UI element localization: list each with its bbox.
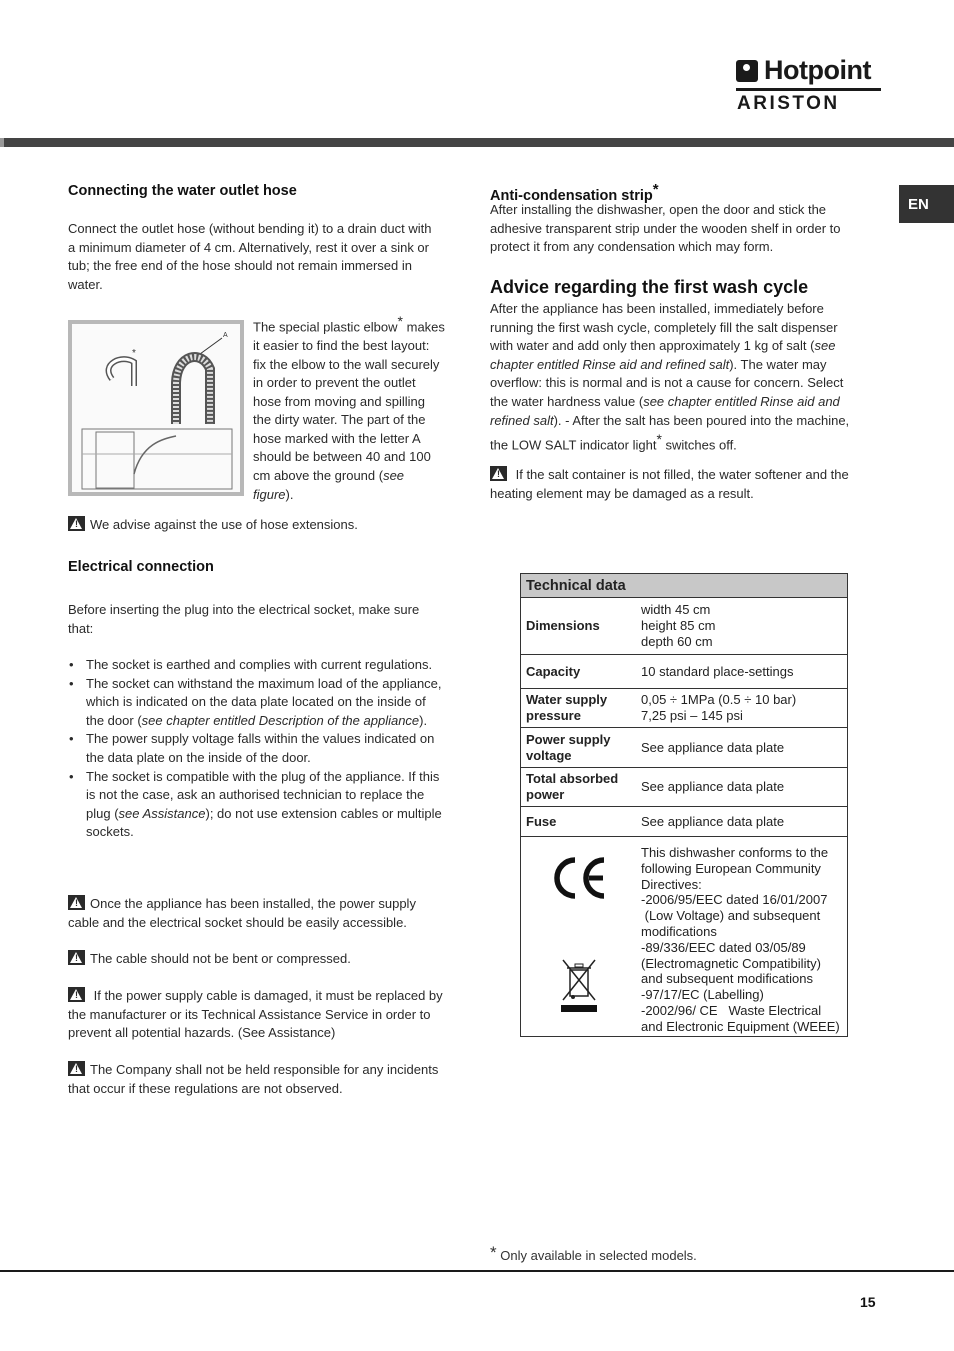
header-bar <box>4 138 954 147</box>
warning-icon <box>68 1061 85 1076</box>
table-row <box>521 768 848 807</box>
directive-line: -2002/96/ CE Waste Electrical and Electronic Equipment (WEEE) <box>641 1002 840 1034</box>
row-value-line: 7,25 psi – 145 psi <box>641 708 743 723</box>
warning-text: Once the appliance has been installed, the power supply cable and the electrical socket should be easily accessible. <box>68 896 416 930</box>
advice-heading: Advice regarding the first wash cycle <box>490 277 809 297</box>
electrical-intro: Before inserting the plug into the electrical socket, make sure that: <box>68 602 420 636</box>
hose-diagram-icon <box>72 324 240 492</box>
advice-text-2: ). The water may overflow: this is normal and is not a cause for concern. Select the water hardness value ( <box>490 356 844 409</box>
footnote <box>490 1243 697 1263</box>
list-item-end: ). <box>419 712 428 728</box>
hose-figure <box>68 320 244 496</box>
anti-star: * <box>652 181 659 198</box>
hose-warning-text: We advise against the use of hose extensions. <box>90 517 358 532</box>
salt-warning-text: If the salt container is not filled, the water softener and the heating element may be damaged as a result. <box>490 467 849 501</box>
row-value-line: depth 60 cm <box>641 633 713 649</box>
advice-ref-1: see chapter entitled Rinse aid and refined salt <box>490 338 836 372</box>
row-key: Capacity <box>521 655 637 689</box>
row-value-line: height 85 cm <box>641 618 716 634</box>
warning-icon <box>68 950 85 965</box>
list-item: • The socket is earthed and complies with current regulations. <box>68 656 443 675</box>
footer-rule <box>0 1270 954 1272</box>
directive-line: (Low Voltage) and subsequent modifications <box>641 908 824 939</box>
row-key: Power supply voltage <box>521 728 637 768</box>
advice-ref-2: see chapter entitled Rinse aid and refined salt <box>490 393 840 428</box>
electrical-warning-2 <box>68 950 446 969</box>
salt-warning <box>490 466 865 503</box>
elbow-text-link: see figure <box>253 468 405 502</box>
warning-icon <box>490 466 507 481</box>
table-row <box>521 837 848 1037</box>
table-row <box>521 598 848 655</box>
list-item-ref: see chapter entitled Description of the appliance <box>141 712 420 728</box>
advice-text-4: switches off. <box>661 437 737 453</box>
elbow-text <box>253 312 445 504</box>
directive-line: -2006/95/EEC dated 16/01/2007 <box>641 892 828 908</box>
footnote-star: * <box>490 1243 497 1262</box>
advice-star: * <box>656 431 662 448</box>
directive-line: -97/17/EC (Labelling) <box>641 987 764 1003</box>
row-value <box>636 598 848 655</box>
ce-mark-icon <box>549 854 609 902</box>
directive-line: This dishwasher conforms to the following European Community Directives: <box>641 845 829 892</box>
warning-icon <box>68 987 85 1002</box>
table-row <box>521 655 848 689</box>
warning-icon <box>68 895 85 910</box>
electrical-warning-4 <box>68 1061 446 1098</box>
list-item <box>68 768 443 842</box>
row-value: See appliance data plate <box>636 728 848 768</box>
warning-text: The Company shall not be held responsible for any incidents that occur if these regulations are not observed. <box>68 1062 439 1096</box>
row-value-line: 0,05 ÷ 1MPa (0.5 ÷ 10 bar) <box>641 692 797 708</box>
elbow-text-b: makes it easier to find the best layout: fix the elbow to the wall securely in order to prevent the outlet hose from moving and spilling the dirty water. <box>253 319 445 428</box>
compliance-marks <box>521 837 637 1037</box>
table-title: Technical data <box>521 574 848 598</box>
advice-text-1: After the appliance has been installed, immediately before running the first wash cycle, completely fill the salt dispenser with water and add only then approximately 1 kg of salt ( <box>490 301 838 354</box>
electrical-warning-1 <box>68 895 446 932</box>
elbow-star: * <box>397 313 403 329</box>
elbow-text-end: ). <box>285 486 294 502</box>
electrical-list <box>68 656 443 842</box>
list-item: • The power supply voltage falls within the values indicated on the data plate on the inside of the door. <box>68 730 443 767</box>
advice-text-3: ). - After the salt has been poured into the machine, the LOW SALT indicator light <box>490 412 850 453</box>
row-key: Water supply pressure <box>521 689 637 728</box>
language-tab: EN <box>899 185 954 223</box>
warning-icon <box>68 516 85 531</box>
weee-bin-icon <box>559 958 599 1014</box>
outlet-intro: Connect the outlet hose (without bending it) to a drain duct with a minimum diameter of 4 cm. Alternatively, rest it over a sink or tub; the free end of the hose should not remain immersed in water. <box>68 221 432 292</box>
row-key: Total absorbed power <box>521 768 637 807</box>
brand-name: Hotpoint <box>764 55 871 85</box>
elbow-text-c: The part of the hose marked with the letter A should be between 40 and 100 cm above the ground ( <box>253 412 431 484</box>
row-key: Fuse <box>521 807 637 837</box>
list-item-ref: see Assistance <box>118 805 206 821</box>
row-value: See appliance data plate <box>636 768 848 807</box>
elbow-text-a: The special plastic elbow <box>253 319 398 335</box>
row-value-line: width 45 cm <box>641 602 711 618</box>
logo-mark-icon <box>736 60 758 82</box>
table-row <box>521 807 848 837</box>
hose-warning <box>68 516 448 535</box>
warning-text: If the power supply cable is damaged, it must be replaced by the manufacturer or its Technical Assistance Service in order to prevent all potential hazards. (See Assistance) <box>68 988 443 1041</box>
fig-label-a: A <box>223 332 228 339</box>
electrical-warning-3 <box>68 987 446 1043</box>
list-item-text: The socket is compatible with the plug of the appliance. If this is not the case, ask an authorised technician to replace the plug ( <box>86 768 440 821</box>
list-item <box>68 675 443 731</box>
brand-sub: ARISTON <box>737 93 840 114</box>
row-key: Dimensions <box>521 598 637 655</box>
anti-heading-text: Anti-condensation strip <box>490 187 653 204</box>
page-number: 15 <box>860 1294 876 1310</box>
electrical-heading: Electrical connection <box>68 559 214 575</box>
list-item-text: The socket can withstand the maximum load of the appliance, which is indicated on the data plate located on the inside of the door ( <box>86 675 442 728</box>
table-row <box>521 689 848 728</box>
footnote-text: Only available in selected models. <box>500 1248 697 1263</box>
table-row <box>521 728 848 768</box>
warning-text: The cable should not be bent or compressed. <box>90 951 351 966</box>
row-value <box>636 689 848 728</box>
fig-label-star: * <box>132 348 136 359</box>
technical-data-table <box>520 573 848 1037</box>
brand-logo <box>736 55 882 117</box>
row-value: 10 standard place-settings <box>636 655 848 689</box>
logo-rule <box>736 88 881 91</box>
anti-body: After installing the dishwasher, open the door and stick the adhesive transparent strip under the wooden shelf in order to protect it from any condensation which may form. <box>490 202 841 255</box>
directives-text <box>636 837 848 1037</box>
advice-body <box>490 300 862 455</box>
outlet-heading: Connecting the water outlet hose <box>68 183 297 199</box>
row-value: See appliance data plate <box>636 807 848 837</box>
directive-line: -89/336/EEC dated 03/05/89 (Electromagnetic Compatibility) and subsequent modifications <box>641 939 821 987</box>
list-item-end: ); do not use extension cables or multiple sockets. <box>86 805 442 840</box>
